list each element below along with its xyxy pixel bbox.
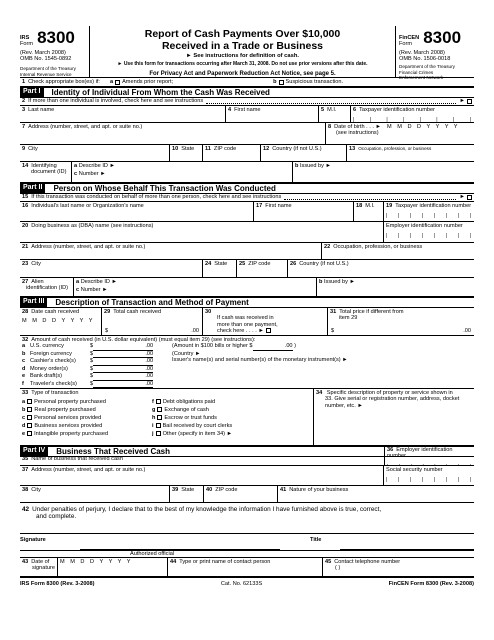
p4-ein-field[interactable] (387, 460, 472, 465)
type-key: f (152, 399, 154, 406)
footer-right: FinCEN Form 8300 (Rev. 3-2008) (388, 581, 474, 587)
type-label: Business services provided (34, 423, 103, 430)
p2-id-number-label: Number ► (80, 287, 108, 294)
type-checkbox[interactable] (27, 415, 32, 420)
payment-label: Cashier's check(s) (30, 358, 76, 365)
line-23-26: 23 City 24 State 25 ZIP code 26 Country (if not U.S.) (20, 260, 474, 278)
line2-checkbox[interactable] (467, 99, 472, 104)
type-label: Type of transaction (31, 390, 79, 396)
header-center (90, 26, 396, 77)
p2-tin-label: Taxpayer identification number (395, 203, 472, 209)
alien-label-1: Alien (31, 279, 44, 285)
rev-left: (Rev. March 2008) (20, 49, 66, 56)
ein-label: Employer identification number (386, 223, 463, 229)
line-43-45: 43 Date of signature M M D D Y Y Y Y 44 Type or print name of contact person 45 Contact telephone number ( ) (20, 557, 474, 577)
dob-label: Date of birth . . . ► (334, 124, 382, 130)
dept-left-2: Internal Revenue Service (20, 71, 72, 77)
p2-ein-field[interactable]: | | | | | | | | (386, 233, 472, 240)
dob-field[interactable]: M M D D Y Y Y Y (387, 124, 460, 130)
transaction-type-row (22, 415, 152, 421)
line-28-31: 28 Date cash received M M D D Y Y Y Y 29 Total cash received $ .00 30 If cash was received in more than one payment, check here . . . . ► 31 Total price if different from item 29 $ .00 (20, 308, 474, 336)
type-label: Real property purchased (34, 407, 96, 414)
type-key: b (22, 407, 26, 414)
type-checkbox[interactable] (156, 399, 161, 404)
signature-row (20, 533, 474, 557)
p2-occupation-label: Occupation, profession, or business (333, 244, 423, 250)
type-checkbox[interactable] (27, 407, 32, 412)
transaction-type-row (152, 407, 311, 413)
type-checkbox[interactable] (156, 431, 161, 436)
transaction-type-row (152, 399, 311, 405)
line15-label: If this transaction was conducted on behalf of more than one person, check here and see instructions (31, 194, 282, 201)
type-key: i (152, 423, 154, 430)
country-currency-label: (Country ► (172, 350, 201, 357)
dept-left-1: Department of the Treasury (20, 66, 76, 72)
dept-right-1: Department of the Treasury (399, 64, 455, 70)
payment-amount-field[interactable]: .00 (93, 343, 153, 350)
line-38-41: 38 City 39 State 40 ZIP code 41 Nature of your business (20, 486, 474, 503)
part-2-header (20, 183, 474, 194)
amt100-label: (Amount in $100 bills or higher $ (172, 343, 253, 350)
line-32: 32 Amount of cash received (in U.S. dollar equivalent) (must equal item 29) (see instructions): a U.S. currency $ .00 b Foreign currency $ .00 c Cashier's check(s) $ .00 d Money order(s) $ .00 e Bank draft(s) $ .00 f Traveler's check(s) $ .00 (Amount in $100 bills or higher $ .00 ) (Country ► Issuer's name(s) and serial number(s) of the monetary instrument(s) ► (20, 336, 474, 389)
amends-label: Amends prior report; (122, 78, 174, 85)
line1-label: Check appropriate box(es) if: (28, 78, 100, 85)
line-3-6: 3 Last name 4 First name 5 M.I. 6 Taxpayer identification number | | | | | | | | (20, 106, 474, 123)
payment-row (22, 381, 172, 388)
occupation-label: Occupation, profession, or business (358, 146, 432, 151)
p2-zip-label: ZIP code (248, 261, 271, 267)
amt100-field[interactable]: .00 (253, 343, 293, 350)
p4-address-label: Address (number, street, and apt. or suite no.) (31, 467, 146, 473)
type-label: Other (specify in item 34) ► (162, 431, 233, 438)
total-cash-label: Total cash received (113, 309, 162, 315)
type-checkbox[interactable] (157, 407, 162, 412)
amends-checkbox[interactable] (115, 80, 120, 85)
issued-by-label: Issued by ► (299, 163, 332, 169)
line-37: 37 Address (number, street, and apt. or suite no.) Social security number | | | | | | | | (20, 466, 474, 486)
p4-ein-label: Employer identification number (387, 447, 453, 460)
date-received-label: Date cash received (31, 309, 80, 315)
form-footer (20, 577, 474, 587)
sub-1: ► See instructions for definition of cash. (186, 53, 299, 60)
header-left (20, 26, 90, 77)
perjury-1: Under penalties of perjury, I declare that to the best of my knowledge the information I have furnished above is true, correct, (32, 506, 382, 513)
line-21-22: 21 Address (number, street, and apt. or suite no.) 22 Occupation, profession, or business (20, 243, 474, 260)
last-name-label: Last name (28, 107, 55, 113)
suspicious-checkbox[interactable] (279, 80, 284, 85)
part-1-tag: Part I (20, 88, 44, 97)
form-title-2: Received in a Trade or Business (161, 40, 324, 53)
line-20: 20 Doing business as (DBA) name (see instructions) Employer identification number | | | | | | | | (20, 222, 474, 243)
transaction-type-row (152, 431, 311, 437)
type-label: Personal services provided (34, 415, 102, 422)
part-2-title: Person on Whose Behalf This Transaction Was Conducted (53, 183, 276, 193)
sig-date-field[interactable]: M M D D Y Y Y Y (58, 558, 168, 576)
type-key: h (152, 415, 156, 422)
type-checkbox[interactable] (27, 423, 32, 428)
payment-methods (22, 343, 172, 388)
id-number-label: Number ► (78, 171, 106, 178)
payment-dollar: $ (90, 358, 94, 365)
title-field[interactable] (340, 534, 474, 550)
transaction-type-row (22, 407, 152, 413)
alien-label-2: identification (ID) (26, 285, 68, 292)
business-name-label: Name of business that received cash (31, 456, 123, 462)
fincen-label: FinCEN (399, 34, 420, 41)
suspicious-label: Suspicious transaction. (285, 78, 344, 85)
payment-dollar: $ (90, 380, 94, 387)
type-label: Exchange of cash (164, 407, 209, 414)
type-label: Debt obligations paid (162, 399, 216, 406)
payment-key: f (22, 380, 24, 387)
line-9-13: 9 City 10 State 11 ZIP code 12 Country (if not U.S.) 13 Occupation, profession, or business (20, 145, 474, 162)
city-label: City (28, 146, 38, 152)
line-15: 15 If this transaction was conducted on behalf of more than one person, check here and see instructions ► (20, 194, 474, 202)
payment-amount-field[interactable]: .00 (93, 381, 153, 388)
total-price-cents[interactable]: .00 (463, 327, 471, 334)
type-label: Bail received by court clerks (162, 423, 233, 430)
transaction-type-row (152, 423, 311, 429)
type-key: e (22, 431, 26, 438)
payment-amount-field[interactable]: .00 (93, 351, 153, 358)
ssn-field[interactable]: | | | | | | | | (386, 477, 472, 484)
state-label: State (181, 146, 195, 152)
form-8300-page: IRS Form 8300 (Rev. March 2008) OMB No. 1545-0892 Department of the Treasury Internal Revenue Service Report of Cash Payments Over $10,000 Received in a Trade or Business ► See instructions for definition of cash. ► Use this form for transactions occurring after March 31, 2008. Do not use prior versions after this date. For Privacy Act and Paperwork Reduction Act Notice, see page 5. FinCEN Form 8300 (Rev. March 2008) OMB No. 1506-0018 Department of the Treasury Financial Crimes Enforcement Network 1 Check appropriate box(es) if: a Amends prior report; b Suspicious transaction. Part I Identity of Individual From Whom the Cash Was Received 2 If more than one individual is involved, check here and see instructions ► 3 Last name 4 First name 5 M.I. 6 Taxpayer identification number | | | | | | | | 7 Address (number, street, and apt. or suite no.) 8 Date of birth . . . ► (see instructions) M M D D Y Y Y Y 9 City 10 State 11 ZIP code 12 Country (if not U.S.) 13 Occupation, profession, or business 14 Identifying document (ID) a Describe ID ► c Number ► b Issued by ► Part II Person on Whose Behalf This Transaction Was Conducted 15 If this transaction was conducted on behalf of more than one person, check here and see instructions ► 16 Individual's last name or Organization's name 17 First name 18 M.I. 19 Taxpayer identification number | | | | | | | | 20 Doing business as (DBA) name (see instructions) Employer identification number | | | | | | | | 21 Address (number, street, and apt. or suite no.) 22 Occupation, profession, or business 23 City 24 State 25 ZIP code 26 Country (if not U.S.) 27 Alien identification (ID) a Describe ID ► c Number ► b Issued by ► Part III Description of Transaction and Method of Payment 28 Date cash received M M D D Y Y Y Y 29 Total cash received $ .00 30 If cash was received in more than one payment, check here . . . . ► 31 Total price if different from item 29 $ .00 32 Amount of cash received (in U.S. dollar equivalent) (must equal item 29) (see instructions): a U.S. currency $ .00 b Foreign currency $ .00 c Cashier's check(s) $ .00 d Money order(s) $ .00 e Bank draft(s) $ .00 f Traveler's check(s) $ .00 (Amount in $100 bills or higher $ .00 ) (Country ► Issuer's name(s) and serial number(s) of the monetary instrument(s) ► 33 Type of transaction a Personal property purchased b Real property purchased c Personal services provided d Business services provided e Intangible property purchased f Debt obligations paid g Exchange of cash h Escrow or trust funds i Bail received by court clerks j Other (specify in item 34) ► 34 Specific description of property or service shown in 33. Give serial or registration number, address, docket number, etc. ► Part IV Business That Received Cash 36 Employer identification number 35 Name of business that received cash 37 Address (number, street, and apt. or suite no.) Social security number | | | | | | | | 38 City 39 State 40 ZIP code 41 Nature of your business 42 Under penalties of perjury, I declare that to the best of my knowledge the information I have furnished above is true, correct, and complete. Signature Authorized official Title 43 Date of signature M M D D Y Y Y Y 44 Type or print name of contact person 45 Contact telephone number ( ) IRS Form 8300 (Rev. 3-2008) Cat. No. 62133S FinCEN Form 8300 (Rev. 3-2008) (20, 28, 474, 587)
part-3-tag: Part III (20, 298, 47, 307)
part-3-header (20, 297, 474, 308)
part-1-title: Identity of Individual From Whom the Cash Was Received (51, 87, 270, 97)
sig-date-2: signature (32, 565, 56, 572)
omb-left: OMB No. 1545-0892 (20, 55, 72, 62)
payment-row (22, 351, 172, 358)
p2-mi-label: M.I. (365, 203, 375, 209)
dept-right-2: Financial Crimes (399, 69, 434, 75)
line2-label: If more than one individual is involved, check here and see instructions (28, 98, 204, 105)
payment-dollar: $ (90, 373, 94, 380)
part-2-tag: Part II (20, 184, 45, 193)
payment-row (22, 343, 172, 350)
line-14: 14 Identifying document (ID) a Describe ID ► c Number ► b Issued by ► (20, 162, 474, 183)
p2-country-label: Country (if not U.S.) (299, 261, 349, 267)
part-1-header (20, 87, 474, 98)
form-label-right: Form (399, 41, 413, 48)
type-key: c (22, 415, 26, 422)
irs-label: IRS (20, 34, 30, 41)
footer-cat: Cat. No. 62133S (220, 581, 263, 587)
describe-id-label: Describe ID ► (78, 163, 115, 169)
multi-pay-2: more than one payment, (217, 321, 278, 328)
payment-label: Money order(s) (30, 365, 68, 372)
p4-state-label: State (181, 487, 195, 493)
line-42: 42 Under penalties of perjury, I declare that to the best of my knowledge the information I have furnished above is true, correct, and complete. (20, 503, 474, 533)
payment-amount-field[interactable]: .00 (93, 373, 153, 380)
total-cash-dollar: $ (105, 327, 109, 334)
form-number-left: 8300 (37, 28, 75, 47)
p2-issued-by-label: Issued by ► (323, 279, 356, 285)
type-label: Intangible property purchased (34, 431, 109, 438)
issuers-label: Issuer's name(s) and serial number(s) of the monetary instrument(s) ► (172, 357, 348, 364)
sub-3: For Privacy Act and Paperwork Reduction Act Notice, see page 5. (149, 70, 336, 77)
sub-2: ► Use this form for transactions occurring after March 31, 2008. Do not use prior versions after this date. (117, 60, 368, 67)
type-label: Escrow or trust funds (164, 415, 217, 422)
p2-describe-id-label: Describe ID ► (80, 279, 117, 285)
title-label: Title (310, 537, 322, 543)
footer-left: IRS Form 8300 (Rev. 3-2008) (20, 581, 95, 587)
phone-label: Contact telephone number (334, 559, 401, 565)
payment-row (22, 373, 172, 380)
payment-dollar: $ (90, 343, 94, 350)
tin-field[interactable]: | | | | | | | | (353, 117, 472, 122)
type-label: Personal property purchased (34, 399, 106, 406)
payment-label: Traveler's check(s) (30, 380, 77, 387)
part-3-title: Description of Transaction and Method of Payment (55, 297, 249, 307)
phone-field[interactable]: ( ) (335, 565, 341, 572)
multi-pay-1: If cash was received in (217, 315, 274, 322)
sig-date-1: Date of (31, 559, 50, 565)
line-35-36: 36 Employer identification number (20, 446, 474, 466)
type-checkbox[interactable] (156, 423, 161, 428)
payment-label: Foreign currency (30, 350, 72, 357)
line-7-8: 7 Address (number, street, and apt. or suite no.) 8 Date of birth . . . ► (see instructions) M M D D Y Y Y Y (20, 123, 474, 145)
dept-right-3: Enforcement Network (399, 74, 444, 80)
header-right (396, 26, 474, 80)
desc-label-3: number, etc. ► (325, 402, 363, 409)
p4-zip-label: ZIP code (215, 487, 238, 493)
contact-label: Type or print name of contact person (179, 559, 271, 565)
payment-amount-field[interactable]: .00 (93, 366, 153, 373)
p2-address-label: Address (number, street, and apt. or suite no.) (31, 244, 146, 250)
payment-key: a (22, 343, 26, 350)
multi-pay-checkbox[interactable] (266, 328, 271, 333)
total-price-label: Total price if different from (339, 309, 404, 315)
mi-label: M.I. (327, 107, 337, 113)
payment-amount-field[interactable]: .00 (93, 358, 153, 365)
nature-label: Nature of your business (289, 487, 349, 493)
org-name-label: Individual's last name or Organization's name (31, 203, 144, 209)
signature-field[interactable] (80, 534, 280, 557)
transaction-type-row (22, 423, 152, 429)
line-2: 2 If more than one individual is involved, check here and see instructions ► (20, 98, 474, 106)
ssn-label: Social security number (386, 467, 443, 473)
form-title-1: Report of Cash Payments Over $10,000 (144, 28, 341, 40)
type-checkbox[interactable] (157, 415, 162, 420)
part-4-tag: Part IV (20, 447, 48, 456)
payment-label: Bank draft(s) (30, 373, 63, 380)
desc-label-1: Specific description of property or service shown in (326, 390, 453, 396)
line32-label: Amount of cash received (in U.S. dollar equivalent) (must equal item 29) (see instructions): (31, 337, 256, 343)
payment-dollar: $ (90, 350, 94, 357)
payment-label: U.S. currency (30, 343, 64, 350)
zip-label: ZIP code (213, 146, 237, 152)
p2-first-name-label: First name (265, 203, 292, 209)
total-price-dollar: $ (331, 327, 335, 334)
transaction-type-row (22, 431, 152, 437)
type-key: d (22, 423, 26, 430)
payment-key: e (22, 373, 26, 380)
id-label-2: document (ID) (31, 169, 67, 176)
p2-city-label: City (31, 261, 41, 267)
p4-city-label: City (31, 487, 41, 493)
type-checkbox[interactable] (27, 399, 32, 404)
authorized-label: Authorized official (130, 550, 175, 557)
omb-right: OMB No. 1506-0018 (399, 55, 451, 62)
type-key: j (152, 431, 154, 438)
dob-sub: (see instructions) (336, 130, 379, 137)
part-4-title: Business That Received Cash (56, 446, 171, 456)
desc-label-2: 33. Give serial or registration number, address, docket (325, 396, 460, 403)
line-27: 27 Alien identification (ID) a Describe ID ► c Number ► b Issued by ► (20, 278, 474, 297)
line-16-19: 16 Individual's last name or Organization's name 17 First name 18 M.I. 19 Taxpayer identification number | | | | | | | | (20, 202, 474, 222)
date-received-field[interactable]: M M D D Y Y Y Y (22, 318, 95, 325)
p2-tin-field[interactable]: | | | | | | | | (386, 213, 472, 220)
total-price-sub: item 29 (339, 315, 358, 322)
dba-label: Doing business as (DBA) name (see instructions) (31, 223, 154, 229)
perjury-2: and complete. (36, 513, 77, 521)
form-label-left: Form (20, 41, 34, 48)
p2-state-label: State (214, 261, 228, 267)
payment-row (22, 366, 172, 373)
line-33-34: 33 Type of transaction a Personal property purchased b Real property purchased c Personal services provided d Business services provided e Intangible property purchased f Debt obligations paid g Exchange of cash h Escrow or trust funds i Bail received by court clerks j Other (specify in item 34) ► 34 Specific description of property or service shown in 33. Give serial or registration number, address, docket number, etc. ► (20, 389, 474, 446)
transaction-type-row (22, 399, 152, 405)
country-label: Country (if not U.S.) (272, 146, 322, 152)
type-key: a (22, 399, 26, 406)
line-1: 1 Check appropriate box(es) if: a Amends prior report; b Suspicious transaction. (20, 78, 474, 87)
form-number-right: 8300 (423, 28, 462, 47)
payment-key: c (22, 358, 26, 365)
payment-key: d (22, 365, 26, 372)
payment-key: b (22, 350, 26, 357)
id-label-1: Identifying (31, 163, 57, 169)
rev-right: (Rev. March 2008) (399, 49, 445, 56)
type-key: g (152, 407, 156, 414)
total-cash-cents[interactable]: .00 (191, 327, 199, 334)
form-header (20, 26, 474, 78)
transaction-type-row (152, 415, 311, 421)
line15-checkbox[interactable] (467, 195, 472, 200)
signature-label: Signature (20, 537, 46, 543)
first-name-label: First name (234, 107, 261, 113)
payment-dollar: $ (90, 365, 94, 372)
tin-label: Taxpayer identification number (359, 107, 435, 113)
multi-pay-3: check here . . . . ► (217, 328, 264, 335)
type-checkbox[interactable] (27, 431, 32, 436)
address-label: Address (number, street, and apt. or suite no.) (28, 124, 143, 130)
payment-row (22, 358, 172, 365)
